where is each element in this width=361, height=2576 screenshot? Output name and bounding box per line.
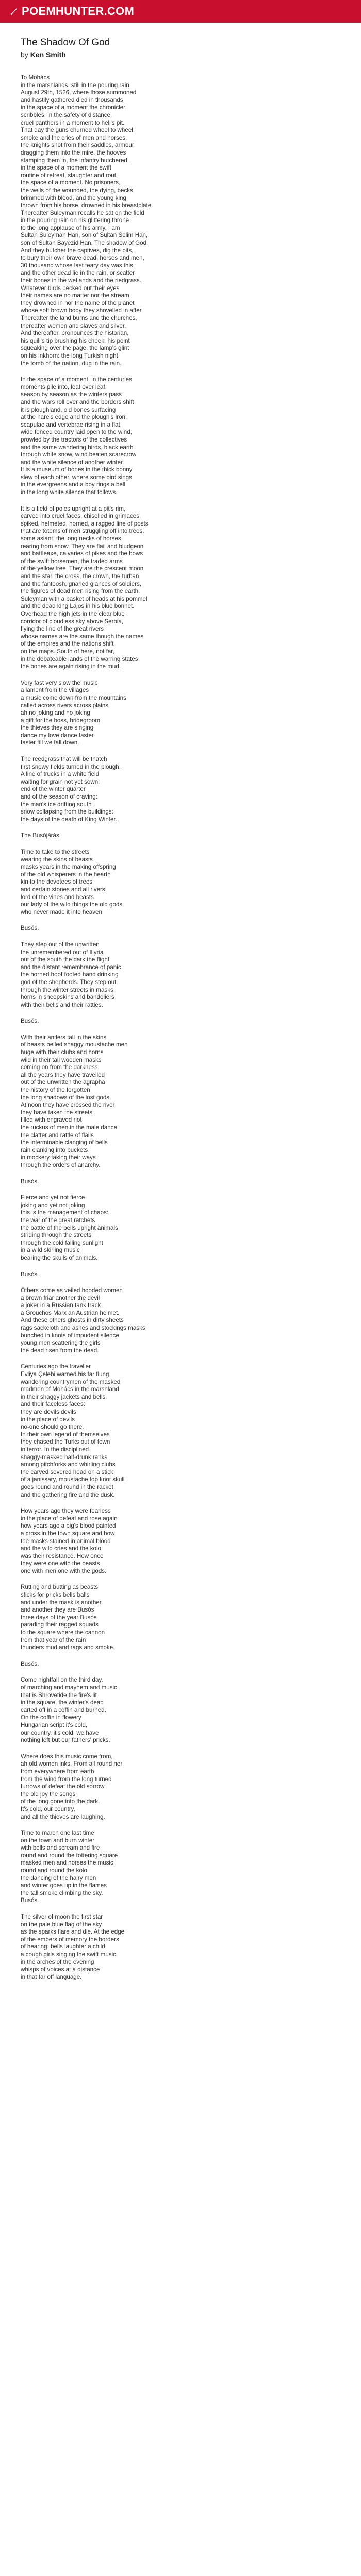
poem-line: whose soft brown body they shovelled in after. bbox=[21, 307, 143, 314]
poem-line: Others come as veiled hooded women bbox=[21, 1287, 123, 1294]
poem-line: of the embers of memory the borders bbox=[21, 1936, 119, 1943]
poem-line: It is a museum of bones in the thick bonny bbox=[21, 466, 133, 473]
poem-content bbox=[0, 23, 361, 2576]
poem-line: whisps of voices at a distance bbox=[21, 1966, 100, 1973]
poem-line: slew of each other, where some bird sings bbox=[21, 473, 132, 481]
poem-line: young men scattering the girls bbox=[21, 1340, 101, 1347]
poem-line: the space of a moment. No prisoners, bbox=[21, 179, 121, 187]
poem-line: the tomb of the nation, dug in the rain. bbox=[21, 360, 122, 367]
poem-stanza bbox=[21, 849, 340, 916]
poem-line: that are totems of men struggling off into trees, bbox=[21, 528, 144, 535]
poem-line: It is a field of poles upright at a pit's rim, bbox=[21, 505, 126, 512]
poem-line: called across rivers across plains bbox=[21, 702, 109, 709]
poem-line: from everywhere from earth bbox=[21, 1768, 94, 1775]
poem-line: all the years they have travelled bbox=[21, 1071, 105, 1078]
poem-line: that is Shrovetide the fire's lit bbox=[21, 1691, 97, 1699]
poem-line: madmen of Mohács in the marshland bbox=[21, 1386, 119, 1393]
quill-icon bbox=[9, 7, 19, 16]
poem-line: carved into cruel faces, chiselled in grimaces, bbox=[21, 513, 141, 520]
poem-line: thereafter women and slaves and silver. bbox=[21, 322, 126, 329]
poem-line: rain clanking into buckets bbox=[21, 1146, 88, 1154]
by-label: by bbox=[21, 50, 28, 59]
poem-stanza bbox=[21, 1753, 340, 1821]
poem-line: and the other dead lie in the rain, or scatter bbox=[21, 269, 135, 277]
poem-line: joking and yet not joking bbox=[21, 1201, 85, 1209]
poem-stanza bbox=[21, 941, 340, 1009]
poem-line: Evliya Çelebi warned his far flung bbox=[21, 1371, 109, 1378]
poem-line: a music come down from the mountains bbox=[21, 694, 126, 701]
poem-line: the interminable clanging of bells bbox=[21, 1139, 108, 1146]
poem-line: rearing from snow. They are flail and bludgeon bbox=[21, 543, 144, 550]
poem-line: their names are no matter nor the stream bbox=[21, 292, 129, 299]
poem-line: Where does this music come from, bbox=[21, 1753, 113, 1760]
poem-line: the ruckus of men in the male dance bbox=[21, 1124, 117, 1131]
poem-line: carted off in a coffin and burned. bbox=[21, 1706, 106, 1714]
poem-line: August 29th, 1526, where those summoned bbox=[21, 89, 137, 96]
poem-body bbox=[21, 74, 340, 1981]
poem-title: The Shadow Of God bbox=[21, 37, 110, 48]
poem-line: stamping them in, the infantry butchered, bbox=[21, 157, 129, 164]
poem-line: To Mohács bbox=[21, 74, 50, 81]
poem-line: Busós. bbox=[21, 1897, 39, 1904]
poem-line: as the sparks flare and die. At the edge bbox=[21, 1928, 125, 1936]
poem-stanza bbox=[21, 1034, 340, 1170]
poem-line: the war of the great ratchets bbox=[21, 1216, 95, 1224]
poem-stanza bbox=[21, 505, 340, 671]
poem-stanza bbox=[21, 1271, 340, 1279]
poem-line: The silver of moon the first star bbox=[21, 1913, 103, 1921]
poem-line: in the space of a moment the swift bbox=[21, 164, 111, 172]
poem-line: the wells of the wounded, the dying, becks bbox=[21, 187, 133, 194]
poem-line: How years ago they were fearless bbox=[21, 1507, 111, 1515]
poem-line: the old joy the songs bbox=[21, 1790, 76, 1798]
poem-line: Busós. bbox=[21, 925, 39, 932]
poem-line: the dancing of the hairy men bbox=[21, 1874, 96, 1882]
poem-line: Very fast very slow the music bbox=[21, 679, 98, 686]
poem-line: coming on from the darkness bbox=[21, 1064, 98, 1071]
poem-line: Busós. bbox=[21, 1018, 39, 1025]
poem-line: wide fenced country laid open to the wind, bbox=[21, 429, 132, 436]
poem-stanza bbox=[21, 832, 340, 840]
poem-line: of hearing: bells laughter a child bbox=[21, 1943, 105, 1951]
poem-line: and the wars roll over and the borders shift bbox=[21, 398, 134, 405]
poem-line: it is ploughland, old bones surfacing bbox=[21, 406, 116, 413]
poem-line: bunched in knots of impudent silence bbox=[21, 1332, 119, 1339]
poem-line: Hungarian script it's cold, bbox=[21, 1721, 88, 1728]
poem-stanza bbox=[21, 1018, 340, 1025]
poem-line: they are devils devils bbox=[21, 1409, 76, 1415]
poem-line: the unremembered out of Illyria bbox=[21, 948, 104, 956]
poem-line: routine of retreat, slaughter and rout, bbox=[21, 172, 118, 179]
poem-line: through the orders of anarchy. bbox=[21, 1161, 101, 1168]
poem-line: the knights shot from their saddles, armour bbox=[21, 142, 134, 149]
poem-line: from that year of the rain bbox=[21, 1636, 86, 1643]
poem-line: And they butcher the captives, dig the pits, bbox=[21, 247, 134, 254]
poem-line: the man's ice drifting south bbox=[21, 801, 92, 808]
poem-line: in that far off language. bbox=[21, 1973, 82, 1980]
poem-line: was their resistance. How once bbox=[21, 1552, 104, 1560]
poem-line: and another they are Busós bbox=[21, 1606, 94, 1614]
poem-line: of the empires and the nations shift bbox=[21, 640, 114, 648]
poem-line: and the distant remembrance of panic bbox=[21, 963, 121, 971]
poem-line: shaggy-masked half-drunk ranks bbox=[21, 1453, 108, 1461]
poem-line: furrows of defeat the old sorrow bbox=[21, 1783, 105, 1790]
poem-line: striding through the streets bbox=[21, 1232, 92, 1239]
poem-line: Sultan Suleyman Han, son of Sultan Selim Han, bbox=[21, 232, 148, 239]
poem-line: corridor of cloudless sky above Serbia, bbox=[21, 618, 124, 625]
poem-line: in terror. In the disciplined bbox=[21, 1446, 89, 1453]
poem-line: and the dead king Lajos in his blue bonnet. bbox=[21, 603, 135, 610]
poem-line: on the maps. South of here, not far, bbox=[21, 648, 114, 655]
poem-line: the carved severed head on a stick bbox=[21, 1468, 113, 1476]
poem-line: Thereafter the land burns and the churches, bbox=[21, 315, 137, 321]
poem-line: a lament from the villages bbox=[21, 687, 89, 694]
poem-line: a brown friar another the devil bbox=[21, 1294, 100, 1301]
poem-line: in the place of devils bbox=[21, 1416, 75, 1423]
poem-line: how years ago a pig's blood painted bbox=[21, 1522, 116, 1530]
poem-line: of marching and mayhem and music bbox=[21, 1684, 117, 1691]
poem-stanza bbox=[21, 1194, 340, 1262]
poem-line: faster till we fall down. bbox=[21, 739, 79, 747]
poem-line: the bones are again rising in the mud. bbox=[21, 663, 121, 670]
poem-line: our lady of the wild things the old gods bbox=[21, 901, 123, 908]
poem-line: their bones in the wetlands and the riedgrass. bbox=[21, 277, 141, 284]
poem-line: 30 thousand whose last teary day was this, bbox=[21, 262, 135, 269]
poem-line: with their bells and their rattles. bbox=[21, 1001, 103, 1008]
poem-line: round and round the kolo bbox=[21, 1867, 87, 1874]
poem-line: three days of the year Busós bbox=[21, 1614, 97, 1621]
poem-line: whose names are the same though the names bbox=[21, 633, 144, 640]
poem-line: Busós. bbox=[21, 1178, 39, 1185]
poem-stanza bbox=[21, 680, 340, 747]
author-link[interactable]: Ken Smith bbox=[30, 50, 66, 59]
poem-line: At noon they have crossed the river bbox=[21, 1101, 115, 1109]
poem-line: and the white silence of another winter. bbox=[21, 459, 124, 466]
poem-line: lord of the vines and beasts bbox=[21, 893, 94, 901]
poem-line: ah old women inks. From all round her bbox=[21, 1760, 123, 1768]
poem-line: this is the management of chaos: bbox=[21, 1209, 109, 1216]
poem-line: flying the line of the great rivers bbox=[21, 625, 104, 633]
poem-line: Busós. bbox=[21, 1270, 39, 1278]
poem-line: wandering countrymen of the masked bbox=[21, 1378, 121, 1385]
poem-line: and the star, the cross, the crown, the turban bbox=[21, 573, 139, 580]
poem-line: goes round and round in the racket bbox=[21, 1483, 113, 1490]
poem-line: from the wind from the long turned bbox=[21, 1775, 112, 1783]
poem-line: In the space of a moment, in the centuries bbox=[21, 376, 132, 383]
poem-line: in the marshlands, still in the pouring rain, bbox=[21, 81, 131, 89]
poem-line: in the square, the winter's dead bbox=[21, 1699, 104, 1706]
poem-line: and under the mask is another bbox=[21, 1599, 102, 1606]
poem-line: the tall smoke climbing the sky. bbox=[21, 1889, 103, 1896]
poem-line: a joker in a Russian tank track bbox=[21, 1302, 101, 1309]
poem-line: and their faceless faces: bbox=[21, 1401, 86, 1408]
poem-line: The reedgrass that will be thatch bbox=[21, 756, 107, 763]
poem-line: Suleyman with a basket of heads at his pommel bbox=[21, 595, 147, 602]
poem-stanza bbox=[21, 1829, 340, 1905]
poem-byline bbox=[21, 50, 340, 59]
poem-line: scapulae and vertebrae rising in a flat bbox=[21, 421, 120, 428]
poem-line: to the square where the cannon bbox=[21, 1629, 105, 1636]
poem-line: Centuries ago the traveller bbox=[21, 1363, 91, 1370]
poem-line: the long shadows of the lost gods. bbox=[21, 1094, 111, 1101]
poem-stanza bbox=[21, 1363, 340, 1499]
poem-line: and winter goes up in the flames bbox=[21, 1882, 107, 1889]
poem-line: in the pouring rain on his glittering throne bbox=[21, 217, 129, 224]
site-logo[interactable] bbox=[9, 5, 134, 18]
poem-line: Come nightfall on the third day, bbox=[21, 1676, 103, 1684]
poem-line: bearing the skulls of animals. bbox=[21, 1254, 98, 1261]
poem-line: the dead risen from the dead. bbox=[21, 1347, 99, 1354]
poem-line: Busós. bbox=[21, 1660, 39, 1667]
poem-line: in mockery taking their ways bbox=[21, 1154, 96, 1161]
poem-line: the history of the forgotten bbox=[21, 1087, 90, 1094]
poem-line: of the yellow tree. They are the crescent moon bbox=[21, 565, 144, 572]
poem-stanza bbox=[21, 925, 340, 933]
poem-line: out of the south the dark the flight bbox=[21, 956, 110, 963]
poem-line: and the fantoosh, gnarled glances of soldiers, bbox=[21, 580, 141, 587]
poem-line: and the gathering fire and the dusk. bbox=[21, 1491, 115, 1498]
poem-line: moments pile into, leaf over leaf, bbox=[21, 383, 107, 391]
poem-line: thunders mud and rags and smoke. bbox=[21, 1644, 115, 1651]
poem-line: Thereafter Suleyman recalls he sat on the field bbox=[21, 209, 144, 216]
poem-line: ah no joking and no joking bbox=[21, 709, 90, 717]
poem-line: parading their ragged squads bbox=[21, 1621, 99, 1629]
poem-line: of the long gone into the dark. bbox=[21, 1798, 100, 1805]
poem-line: our country, it's cold, we have bbox=[21, 1729, 99, 1736]
poem-line: in the space of a moment the chronicler bbox=[21, 104, 125, 111]
poem-line: horns in sheepskins and bandoliers bbox=[21, 994, 114, 1001]
poem-line: in the long white silence that follows. bbox=[21, 489, 118, 496]
poem-stanza bbox=[21, 1507, 340, 1575]
poem-line: a gift for the boss, bridegroom bbox=[21, 717, 101, 724]
poem-line: with bells and scream and fire bbox=[21, 1844, 100, 1852]
poem-line: on his inkhorn: the long Turkish night, bbox=[21, 352, 120, 359]
poem-line: and hastily gathered died in thousands bbox=[21, 96, 123, 104]
poem-line: and battleaxe, calvaries of pikes and the bows bbox=[21, 550, 143, 557]
poem-line: squeaking over the page, the lamp's glint bbox=[21, 345, 129, 352]
poem-line: and of the season of craving: bbox=[21, 793, 97, 801]
poem-line: snow collapsing from the buildings: bbox=[21, 808, 113, 816]
poem-line: in the place of defeat and rose again bbox=[21, 1515, 118, 1522]
poem-line: In their own legend of themselves bbox=[21, 1431, 110, 1438]
poem-line: the clatter and rattle of flails bbox=[21, 1131, 94, 1139]
poem-stanza bbox=[21, 1584, 340, 1651]
poem-stanza bbox=[21, 74, 340, 367]
poem-line: round and round the tottering square bbox=[21, 1852, 118, 1859]
poem-line: they have taken the streets bbox=[21, 1109, 93, 1116]
poem-line: nothing left but our fathers' pricks. bbox=[21, 1737, 110, 1744]
poem-stanza bbox=[21, 1676, 340, 1744]
poem-line: his quill's tip brushing his cheek, his point bbox=[21, 337, 130, 344]
poem-stanza bbox=[21, 1913, 340, 1981]
poem-line: the horned hoof footed hand drinking bbox=[21, 971, 119, 978]
poem-line: spiked, helmeted, horned, a ragged line of posts bbox=[21, 520, 149, 527]
poem-line: one with men one with the gods. bbox=[21, 1567, 107, 1574]
poem-line: kin to the devotees of trees bbox=[21, 878, 93, 886]
poem-line: Time to take to the streets bbox=[21, 849, 90, 855]
poem-line: scribbles, in the safety of distance, bbox=[21, 111, 112, 118]
poem-line: the figures of dead men rising from the earth. bbox=[21, 588, 140, 595]
poem-line: And thereafter, pronounces the historian, bbox=[21, 330, 129, 337]
poem-stanza bbox=[21, 1287, 340, 1354]
poem-line: A line of trucks in a white field bbox=[21, 771, 100, 778]
poem-line: end of the winter quarter bbox=[21, 786, 86, 793]
poem-line: dragging them into the mire, the hooves bbox=[21, 149, 126, 156]
poem-line: Fierce and yet not fierce bbox=[21, 1194, 85, 1201]
poem-line: smoke and the cries of men and horses, bbox=[21, 134, 127, 141]
poem-line: wearing the skins of beasts bbox=[21, 856, 93, 863]
poem-stanza bbox=[21, 1660, 340, 1668]
poem-line: Overhead the high jets in the clear blue bbox=[21, 610, 125, 617]
poem-line: and all the thieves are laughing. bbox=[21, 1813, 105, 1820]
poem-line: to the long applause of his army. I am bbox=[21, 224, 120, 231]
poem-line: on the town and burn winter bbox=[21, 1837, 95, 1844]
poem-line: who never made it into heaven. bbox=[21, 908, 104, 916]
poem-line: in the debateable lands of the warring states bbox=[21, 655, 138, 663]
poem-line: thrown from his horse, drowned in his breastplate. bbox=[21, 202, 153, 209]
poem-line: sticks for pricks bells balls bbox=[21, 1591, 90, 1599]
poem-stanza bbox=[21, 376, 340, 497]
poem-line: wild in their tall wooden masks bbox=[21, 1056, 102, 1063]
poem-stanza bbox=[21, 1178, 340, 1186]
poem-stanza bbox=[21, 756, 340, 823]
poem-line: in the evergreens and a boy rings a bell bbox=[21, 481, 126, 488]
poem-line: rags sackcloth and ashes and stockings masks bbox=[21, 1325, 145, 1332]
poem-line: a cough girls singing the swift music bbox=[21, 1951, 116, 1958]
poem-line: at the hare's edge and the plough's iron, bbox=[21, 414, 127, 421]
poem-line: some aslant, the long necks of horses bbox=[21, 535, 121, 543]
poem-line: the days of the death of King Winter. bbox=[21, 816, 117, 823]
poem-line: a Grouchos Marx an Austrian helmet. bbox=[21, 1309, 120, 1316]
poem-line: Rutting and butting as beasts bbox=[21, 1584, 99, 1591]
poem-line: filled with engraved riot bbox=[21, 1116, 82, 1124]
poem-line: through the cold falling sunlight bbox=[21, 1239, 103, 1246]
poem-line: With their antlers tall in the skins bbox=[21, 1033, 107, 1041]
poem-line: among pitchforks and whirling clubs bbox=[21, 1461, 116, 1468]
poem-line: the masks stained in animal blood bbox=[21, 1537, 111, 1545]
poem-line: out of the unwritten the agrapha bbox=[21, 1079, 105, 1086]
poem-line: Time to march one last time bbox=[21, 1829, 94, 1837]
poem-line: of beasts belled shaggy moustache men bbox=[21, 1041, 128, 1048]
poem-line: a cross in the town square and how bbox=[21, 1530, 115, 1537]
logo-text: POEMHUNTER.COM bbox=[22, 5, 135, 18]
poem-line: the thieves they are singing bbox=[21, 724, 94, 732]
poem-line: On the coffin in flowery bbox=[21, 1714, 81, 1721]
poem-line: They step out of the unwritten bbox=[21, 941, 100, 948]
poem-line: prowled by the tractors of the collectives bbox=[21, 436, 127, 443]
site-header bbox=[0, 0, 361, 23]
poem-line: through the winter streets in masks bbox=[21, 986, 113, 993]
poem-line: no-one should go there. bbox=[21, 1423, 84, 1431]
poem-line: and the same wandering birds, black earth bbox=[21, 444, 134, 451]
poem-line: dance my love dance faster bbox=[21, 732, 94, 739]
poem-line: in the arches of the evening bbox=[21, 1958, 94, 1965]
poem-line: of the old whisperers in the hearth bbox=[21, 871, 111, 878]
poem-line: first snowy fields turned in the plough. bbox=[21, 763, 121, 770]
poem-line: on the pale blue flag of the sky bbox=[21, 1921, 102, 1928]
poem-line: and the wild cries and the kolo bbox=[21, 1545, 101, 1552]
poem-line: It's cold, our country, bbox=[21, 1805, 75, 1812]
poem-line: cruel panthers in a moment to hell's pit. bbox=[21, 119, 125, 126]
poem-line: masked men and horses the music bbox=[21, 1859, 113, 1867]
poem-line: in a wild skirling music bbox=[21, 1247, 80, 1254]
poem-line: masks years in the making offspring bbox=[21, 863, 116, 871]
poem-line: And these others ghosts in dirty sheets bbox=[21, 1317, 124, 1324]
poem-line: waiting for grain not yet sown: bbox=[21, 778, 100, 785]
poem-line: through white snow, wind beaten scarecrow bbox=[21, 451, 137, 459]
poem-line: and certain stones and all rivers bbox=[21, 886, 105, 893]
poem-line: huge with their clubs and horns bbox=[21, 1049, 104, 1056]
poem-line: god of the shepherds. They step out bbox=[21, 978, 117, 986]
poem-line: of the swift horsemen, the traded arms bbox=[21, 557, 123, 565]
poem-line: in their shaggy jackets and bells bbox=[21, 1393, 106, 1400]
poem-line: The Busójárás. bbox=[21, 832, 61, 839]
poem-line: they were one with the beasts bbox=[21, 1560, 100, 1567]
poem-line: Whatever birds pecked out their eyes bbox=[21, 284, 120, 292]
poem-line: That day the guns churned wheel to wheel, bbox=[21, 127, 135, 134]
poem-line: the battle of the bells upright animals bbox=[21, 1224, 118, 1231]
poem-line: to bury their own brave dead, horses and men, bbox=[21, 255, 144, 262]
poem-line: season by season as the winters pass bbox=[21, 391, 122, 398]
poem-line: son of Sultan Bayezid Han. The shadow of God. bbox=[21, 240, 149, 247]
poem-line: brimmed with blood, and the young king bbox=[21, 194, 126, 201]
poem-line: of a janissary, moustache top knot skull bbox=[21, 1476, 125, 1483]
poem-line: they drowned in nor the name of the planet bbox=[21, 299, 135, 307]
poem-line: they chased the Turks out of town bbox=[21, 1438, 110, 1446]
